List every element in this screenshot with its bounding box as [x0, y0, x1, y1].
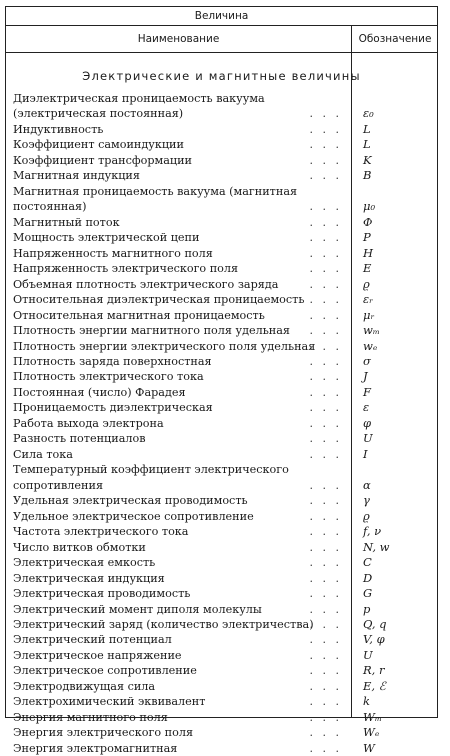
quantity-name: Энергия магнитного поля: [13, 710, 168, 724]
quantity-symbol: L: [363, 121, 371, 136]
leader-dots: . . .: [309, 308, 342, 322]
leader-dots: . . .: [309, 509, 342, 523]
quantity-symbol: ε₀: [363, 106, 374, 121]
table-row: [13, 493, 438, 508]
quantity-symbol: I: [363, 446, 368, 461]
quantity-symbol: wₘ: [363, 323, 380, 338]
quantity-symbol: E: [363, 261, 372, 276]
header-name-column: Наименование: [137, 33, 220, 45]
quantity-symbol: C: [363, 555, 372, 570]
quantity-name: Электрическая проводимость: [13, 587, 191, 601]
leader-dots: . . .: [309, 617, 342, 631]
table-row: [13, 679, 438, 694]
table-row: [13, 571, 438, 586]
quantity-symbol: E, ℰ: [363, 678, 386, 693]
table-row: [13, 215, 438, 230]
quantity-symbol: Wₑ: [363, 725, 380, 740]
quantity-name: Индуктивность: [13, 122, 104, 136]
leader-dots: . . .: [309, 432, 342, 446]
leader-dots: . . .: [309, 138, 342, 152]
quantity-name: Энергия электрического поля: [13, 726, 194, 740]
quantity-symbol: α: [363, 477, 371, 492]
leader-dots: . . .: [309, 324, 342, 338]
quantity-name: Сила тока: [13, 447, 73, 461]
quantity-name: Магнитная индукция: [13, 169, 140, 183]
leader-dots: . . .: [309, 277, 342, 291]
quantity-name: Напряженность магнитного поля: [13, 246, 213, 260]
leader-dots: . . .: [309, 478, 342, 492]
leader-dots: . . .: [309, 293, 342, 307]
quantity-name: Плотность энергии магнитного поля удельная: [13, 324, 290, 338]
leader-dots: . . .: [309, 679, 342, 693]
header-symbol-column: Обозначение: [358, 33, 432, 45]
table-row: [13, 648, 438, 663]
quantity-symbol: σ: [363, 353, 371, 368]
quantity-name: Работа выхода электрона: [13, 416, 164, 430]
quantity-symbol: F: [363, 384, 371, 399]
table-row: [13, 509, 438, 524]
leader-dots: . . .: [309, 540, 342, 554]
quantity-symbol: ϱ: [363, 276, 370, 291]
quantity-name: Относительная магнитная проницаемость: [13, 308, 265, 322]
leader-dots: . . .: [309, 215, 342, 229]
leader-dots: . . .: [309, 416, 342, 430]
quantity-name: Диэлектрическая проницаемость вакуума (электрическая постоянная): [13, 92, 265, 121]
quantity-symbol: U: [363, 431, 373, 446]
leader-dots: . . .: [309, 370, 342, 384]
leader-dots: . . .: [309, 571, 342, 585]
table-row: [13, 741, 438, 756]
table-row: [13, 540, 438, 555]
quantity-symbol: wₑ: [363, 338, 378, 353]
quantity-symbol: k: [363, 694, 370, 709]
leader-dots: . . .: [309, 262, 342, 276]
leader-dots: . . .: [309, 741, 342, 755]
table-row: [13, 137, 438, 152]
leader-dots: . . .: [309, 556, 342, 570]
table-row: [13, 323, 438, 338]
table-row: [13, 447, 438, 462]
quantity-name: Плотность электрического тока: [13, 370, 204, 384]
leader-dots: . . .: [309, 494, 342, 508]
table-row: [13, 292, 438, 307]
quantity-symbol: ϱ: [363, 508, 370, 523]
table-row: [13, 602, 438, 617]
quantity-symbol: p: [363, 601, 371, 616]
table-row: [13, 431, 438, 446]
table-row: [13, 385, 438, 400]
table-row: [13, 308, 438, 323]
leader-dots: . . .: [309, 587, 342, 601]
quantity-symbol: Wₘ: [363, 709, 382, 724]
quantity-symbol: V, φ: [363, 632, 385, 647]
section-title: Электрические и магнитные величины: [82, 69, 361, 83]
quantity-symbol: R, r: [363, 663, 385, 678]
quantity-symbol: H: [363, 245, 374, 260]
quantity-symbol: K: [363, 152, 372, 167]
quantity-symbol: G: [363, 586, 373, 601]
table-row: [13, 339, 438, 354]
quantity-name: Электрический момент диполя молекулы: [13, 602, 262, 616]
quantity-name: Электродвижущая сила: [13, 679, 156, 693]
table-row: [13, 632, 438, 647]
header-quantity: Величина: [6, 7, 437, 26]
table-row: [13, 246, 438, 261]
table-row: [13, 617, 438, 632]
quantity-name: Коэффициент трансформации: [13, 153, 192, 167]
quantity-name: Относительная диэлектрическая проницаемость: [13, 293, 305, 307]
table-row: [13, 524, 438, 539]
quantity-name: Число витков обмотки: [13, 540, 146, 554]
quantity-symbol: W: [363, 740, 375, 755]
leader-dots: . . .: [309, 246, 342, 260]
leader-dots: . . .: [309, 633, 342, 647]
table-row: [13, 710, 438, 725]
quantity-symbol: μ₀: [363, 199, 376, 214]
quantity-name: Электрическая емкость: [13, 556, 156, 570]
table-row: [13, 725, 438, 740]
table-row: [13, 400, 438, 415]
quantity-symbol: γ: [363, 493, 370, 508]
table-row: [13, 168, 438, 183]
leader-dots: . . .: [309, 401, 342, 415]
quantity-symbol: J: [363, 369, 368, 384]
quantity-name: Объемная плотность электрического заряда: [13, 277, 279, 291]
quantity-name: Плотность энергии электрического поля удельная: [13, 339, 316, 353]
leader-dots: . . .: [309, 525, 342, 539]
leader-dots: . . .: [309, 200, 342, 214]
quantity-symbol: μᵣ: [363, 307, 375, 322]
leader-dots: . . .: [309, 664, 342, 678]
quantity-name: Плотность заряда поверхностная: [13, 355, 212, 368]
quantity-name: Разность потенциалов: [13, 432, 146, 446]
quantity-name: Электрохимический эквивалент: [13, 695, 206, 709]
leader-dots: . . .: [309, 122, 342, 136]
leader-dots: . . .: [309, 726, 342, 740]
quantity-name: Электрическое напряжение: [13, 648, 182, 662]
quantity-name: Удельная электрическая проводимость: [13, 494, 248, 508]
quantity-name: Проницаемость диэлектрическая: [13, 401, 213, 415]
quantity-name: Частота электрического тока: [13, 525, 189, 539]
table-row: [13, 416, 438, 431]
table-row: [13, 277, 438, 292]
table-row: [13, 261, 438, 276]
quantity-name: Электрический потенциал: [13, 633, 172, 647]
leader-dots: . . .: [309, 385, 342, 399]
quantity-name: Коэффициент самоиндукции: [13, 138, 184, 152]
quantity-symbol: L: [363, 137, 371, 152]
table-row: [13, 91, 438, 122]
quantity-name: Температурный коэффициент электрического сопротивления: [13, 463, 289, 492]
quantity-name: Энергия электромагнитная: [13, 741, 178, 755]
leader-dots: . . .: [309, 710, 342, 724]
leader-dots: . . .: [309, 648, 342, 662]
table-row: [13, 153, 438, 168]
quantity-name: Постоянная (число) Фарадея: [13, 385, 186, 399]
quantity-symbol: f, ν: [363, 524, 382, 539]
leader-dots: . . .: [309, 339, 342, 353]
quantity-name: Напряженность электрического поля: [13, 262, 239, 276]
leader-dots: . . .: [309, 153, 342, 167]
quantity-symbol: B: [363, 168, 372, 183]
quantity-name: Электрическое сопротивление: [13, 664, 197, 678]
quantity-name: Магнитная проницаемость вакуума (магнитная постоянная): [13, 184, 298, 214]
quantity-name: Магнитный поток: [13, 215, 120, 229]
leader-dots: . . .: [309, 231, 342, 245]
leader-dots: . . .: [309, 695, 342, 709]
table-row: [13, 663, 438, 678]
table-row: [13, 369, 438, 384]
leader-dots: . . .: [309, 354, 342, 368]
table-row: [13, 462, 438, 493]
quantity-symbol: U: [363, 647, 373, 662]
quantity-symbol: Q, q: [363, 616, 387, 631]
table-row: [13, 230, 438, 245]
leader-dots: . . .: [309, 107, 342, 121]
quantity-name: Электрический заряд (количество электричества): [13, 617, 314, 631]
leader-dots: . . .: [309, 447, 342, 461]
table-row: [13, 694, 438, 709]
quantity-symbol: N, w: [363, 539, 390, 554]
quantity-name: Удельное электрическое сопротивление: [13, 509, 254, 523]
quantity-name: Мощность электрической цепи: [13, 231, 200, 245]
leader-dots: . . .: [309, 169, 342, 183]
leader-dots: . . .: [309, 602, 342, 616]
table-row: [13, 555, 438, 570]
quantity-symbol: P: [363, 230, 371, 245]
quantity-name: Электрическая индукция: [13, 571, 165, 585]
quantity-symbol: φ: [363, 415, 372, 430]
table-row: [13, 586, 438, 601]
table-body: [13, 91, 438, 756]
quantity-symbol: εᵣ: [363, 292, 374, 307]
quantity-symbol: D: [363, 570, 373, 585]
header-columns: [6, 26, 437, 53]
quantity-symbol: ε: [363, 400, 370, 415]
quantity-symbol: Φ: [363, 214, 373, 229]
table-row: [13, 184, 438, 215]
quantities-table: [5, 6, 438, 755]
table-row: [13, 122, 438, 137]
table-row: [13, 354, 438, 369]
